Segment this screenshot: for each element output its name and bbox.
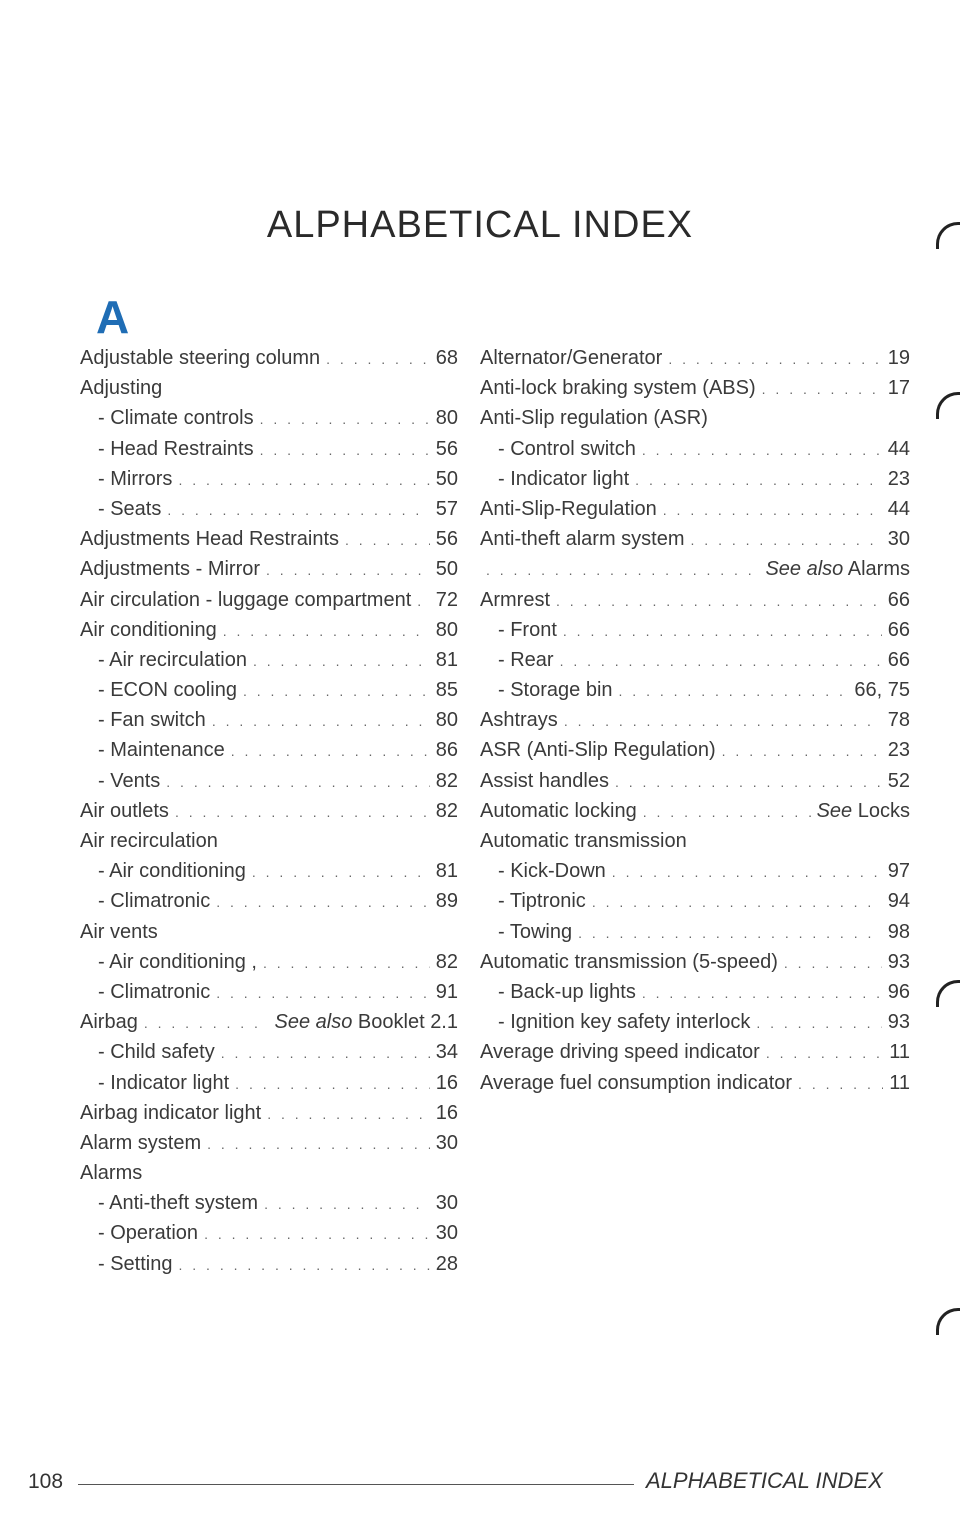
dot-leader <box>615 767 882 797</box>
index-entry-label: - Storage bin <box>498 679 613 702</box>
page-reference: 81 <box>435 860 458 883</box>
page-reference: 56 <box>435 528 458 551</box>
index-entry-page <box>436 1128 458 1158</box>
index-entry-label: - Air conditioning <box>98 860 246 883</box>
index-entry-label: - Indicator light <box>498 467 630 490</box>
page-reference: 66 <box>887 648 910 671</box>
index-entry <box>480 494 910 524</box>
page-reference: 19 <box>887 347 910 369</box>
index-entry <box>480 645 910 675</box>
index-entry <box>80 886 458 916</box>
page-reference: 23 <box>887 739 910 762</box>
index-entry <box>80 917 458 947</box>
dot-leader <box>663 495 882 525</box>
index-entry-label: Alarms <box>80 1162 143 1185</box>
page-reference: 86 <box>435 739 458 762</box>
index-entry-label: - ECON cooling <box>98 679 237 702</box>
dot-leader <box>798 1069 883 1099</box>
index-entry <box>480 434 910 464</box>
page-reference: 34 <box>435 1041 458 1064</box>
page-reference: 93 <box>887 1011 910 1034</box>
index-entry <box>480 766 910 796</box>
index-entry <box>480 524 910 554</box>
index-entry <box>80 645 458 675</box>
binder-tab-mark <box>930 980 960 1020</box>
page-reference: 57 <box>435 497 458 520</box>
index-entry-page <box>888 917 910 947</box>
index-entry-label: - Mirrors <box>98 467 173 490</box>
index-entry-label: Ashtrays <box>480 709 558 732</box>
index-entry <box>80 1128 458 1158</box>
index-entry <box>480 977 910 1007</box>
page-reference: 66, 75 <box>854 679 910 702</box>
page-number: 108 <box>28 1470 64 1493</box>
index-entry <box>480 373 910 403</box>
index-entry-page <box>436 1188 458 1218</box>
dot-leader <box>260 404 430 434</box>
see-reference: See also <box>765 558 844 581</box>
page-reference: 30 <box>435 1131 458 1154</box>
index-entry-label: - Tiptronic <box>498 890 586 913</box>
index-entry <box>480 947 910 977</box>
page-reference: 80 <box>435 407 458 430</box>
index-entry <box>480 826 910 856</box>
index-entry <box>80 1188 458 1218</box>
binder-tab-mark <box>930 392 960 432</box>
dot-leader <box>167 495 429 525</box>
dot-leader <box>263 948 430 978</box>
index-entry-page <box>436 434 458 464</box>
index-entry-label: - Climate controls <box>98 407 254 430</box>
page-reference: 85 <box>435 679 458 702</box>
index-entry-page <box>436 1249 458 1279</box>
dot-leader <box>642 978 882 1008</box>
page-reference: 11 <box>889 1071 910 1094</box>
dot-leader <box>178 465 429 495</box>
index-entry-label: Average fuel consumption indicator <box>480 1071 793 1094</box>
dot-leader <box>204 1219 430 1249</box>
index-entry-label: - Kick-Down <box>498 860 606 883</box>
dot-leader <box>253 646 430 676</box>
dot-leader <box>260 435 430 465</box>
index-entry <box>80 766 458 796</box>
page-reference: 28 <box>435 1252 458 1275</box>
index-entry <box>80 796 458 826</box>
dot-leader <box>243 676 430 706</box>
index-entry <box>480 917 910 947</box>
dot-leader <box>231 736 430 766</box>
index-entry-page <box>436 464 458 494</box>
index-entry <box>80 464 458 494</box>
index-entry-label: Automatic locking <box>480 799 637 822</box>
page-reference: 78 <box>887 709 910 732</box>
index-entry-label: Anti-Slip regulation (ASR) <box>480 407 708 430</box>
index-entry-label: Air conditioning <box>80 618 217 641</box>
page-reference: 98 <box>887 920 910 943</box>
index-entry <box>80 735 458 765</box>
index-entry-page <box>436 1218 458 1248</box>
page-reference: 50 <box>435 558 458 581</box>
index-entry-label: Anti-theft alarm system <box>480 528 685 551</box>
index-entry-page <box>436 554 458 584</box>
see-reference: See also <box>274 1011 353 1034</box>
page-reference: 11 <box>889 1041 910 1064</box>
dot-leader <box>643 797 811 827</box>
dot-leader <box>722 736 882 766</box>
index-entry-page <box>436 645 458 675</box>
dot-leader <box>564 706 882 736</box>
page-reference: 52 <box>887 769 910 792</box>
page-reference: Locks <box>857 799 910 822</box>
index-entry-page <box>888 947 910 977</box>
index-entry-page <box>888 494 910 524</box>
dot-leader <box>592 887 882 917</box>
index-entry-page <box>436 796 458 826</box>
index-entry-page <box>436 766 458 796</box>
index-entry-page <box>436 615 458 645</box>
page-reference: 96 <box>887 980 910 1003</box>
index-entry-page <box>436 1098 458 1128</box>
dot-leader <box>166 767 429 797</box>
index-entry <box>80 615 458 645</box>
dot-leader <box>668 344 881 374</box>
index-entry-label: - Child safety <box>98 1041 215 1064</box>
index-entry <box>480 464 910 494</box>
index-entry-label: Alarm system <box>80 1131 202 1154</box>
dot-leader <box>178 1250 429 1280</box>
index-entry <box>80 494 458 524</box>
index-entry-label: - Setting <box>98 1252 173 1275</box>
dot-leader <box>264 1189 430 1219</box>
page-reference: 80 <box>435 709 458 732</box>
index-entry-label: - Climatronic <box>98 980 211 1003</box>
index-entry-label: - Towing <box>498 920 573 943</box>
index-entry <box>480 886 910 916</box>
index-entry-label: Air recirculation <box>80 830 218 852</box>
index-entry <box>480 343 910 373</box>
index-entry-label: - Vents <box>98 769 161 792</box>
index-entry-page <box>888 434 910 464</box>
page-reference: 66 <box>887 588 910 611</box>
dot-leader <box>563 616 882 646</box>
index-entry-page <box>436 947 458 977</box>
page-reference: 94 <box>887 890 910 913</box>
page-reference: 17 <box>887 377 910 400</box>
index-entry-page <box>436 856 458 886</box>
index-entry-page <box>888 705 910 735</box>
index-entry <box>480 615 910 645</box>
page-reference: 82 <box>435 950 458 973</box>
index-entry <box>80 403 458 433</box>
page-reference: 44 <box>887 437 910 460</box>
index-entry-label: Armrest <box>480 588 550 611</box>
dot-leader <box>345 525 430 555</box>
page-reference: 81 <box>435 648 458 671</box>
index-entry-label: - Back-up lights <box>498 980 636 1003</box>
index-entry-label: - Front <box>498 618 557 641</box>
dot-leader <box>221 1038 430 1068</box>
index-entry <box>480 705 910 735</box>
page-reference: 66 <box>887 618 910 641</box>
index-entry <box>480 1068 910 1098</box>
page-reference: Alarms <box>847 558 910 581</box>
dot-leader <box>216 978 430 1008</box>
index-entry-page <box>817 796 910 826</box>
index-entry-label: - Rear <box>498 648 554 671</box>
dot-leader <box>252 857 430 887</box>
dot-leader <box>267 1099 430 1129</box>
index-entry-label: - Operation <box>98 1222 199 1245</box>
index-entry-page <box>436 403 458 433</box>
index-entry-page <box>436 977 458 1007</box>
index-entry-label: Adjustments Head Restraints <box>80 528 340 551</box>
index-entry <box>480 856 910 886</box>
index-entry-label: Automatic transmission <box>480 830 687 852</box>
index-entry <box>80 434 458 464</box>
page-reference: 91 <box>435 980 458 1003</box>
index-entry-label: Adjustable steering column <box>80 347 321 369</box>
index-entry-page <box>436 524 458 554</box>
index-entry <box>80 373 458 403</box>
index-entry-label: Adjustments - Mirror <box>80 558 261 581</box>
index-entry-label: Anti-lock braking system (ABS) <box>480 377 756 400</box>
index-entry <box>80 856 458 886</box>
index-entry-page <box>888 645 910 675</box>
index-entry-page <box>888 977 910 1007</box>
page-reference: 56 <box>435 437 458 460</box>
index-entry-label: Anti-Slip-Regulation <box>480 497 657 520</box>
index-entry-label: Alternator/Generator <box>480 347 663 369</box>
index-entry <box>80 675 458 705</box>
index-entry-label: ASR (Anti-Slip Regulation) <box>480 739 716 762</box>
page-reference: 30 <box>435 1192 458 1215</box>
index-entry-label: - Anti-theft system <box>98 1192 259 1215</box>
index-entry <box>480 554 910 584</box>
index-entry-label: Airbag <box>80 1011 138 1034</box>
page-reference: 82 <box>435 769 458 792</box>
page-reference: 16 <box>435 1071 458 1094</box>
binder-tab-mark <box>930 1308 960 1348</box>
index-entry <box>480 585 910 615</box>
index-entry <box>80 1098 458 1128</box>
index-entry <box>480 403 910 433</box>
dot-leader <box>619 676 849 706</box>
dot-leader <box>612 857 882 887</box>
index-entry <box>480 796 910 826</box>
dot-leader <box>235 1069 430 1099</box>
index-entry-page <box>436 675 458 705</box>
index-entry-label: Air outlets <box>80 799 169 822</box>
index-entry <box>80 947 458 977</box>
index-entry-page <box>889 1068 910 1098</box>
dot-leader <box>486 555 759 585</box>
page-reference: 30 <box>435 1222 458 1245</box>
dot-leader <box>326 344 430 374</box>
index-entry <box>480 735 910 765</box>
index-entry-label: - Control switch <box>498 437 636 460</box>
index-entry <box>80 1007 458 1037</box>
page-reference: 30 <box>887 528 910 551</box>
index-entry <box>480 1037 910 1067</box>
dot-leader <box>207 1129 430 1159</box>
dot-leader <box>642 435 882 465</box>
index-entry <box>80 524 458 554</box>
index-entry-page <box>888 735 910 765</box>
index-entry <box>80 826 458 856</box>
index-entry-page <box>436 343 458 373</box>
index-entry-page <box>436 1068 458 1098</box>
page-reference: 82 <box>435 799 458 822</box>
page-reference: 97 <box>887 860 910 883</box>
index-entry-page <box>888 585 910 615</box>
page-reference: 89 <box>435 890 458 913</box>
dot-leader <box>216 887 430 917</box>
index-entry-page <box>436 494 458 524</box>
dot-leader <box>691 525 882 555</box>
page-reference: 68 <box>435 347 458 369</box>
index-entry-label: - Indicator light <box>98 1071 230 1094</box>
page-reference: Booklet 2.1 <box>357 1011 458 1034</box>
page-reference: 16 <box>435 1101 458 1124</box>
index-entry <box>80 977 458 1007</box>
index-entry-page <box>888 615 910 645</box>
dot-leader <box>417 586 429 616</box>
binder-tab-mark <box>930 222 960 262</box>
index-entry-label: - Ignition key safety interlock <box>498 1011 751 1034</box>
index-entry-page <box>888 373 910 403</box>
index-entry-page <box>436 1037 458 1067</box>
dot-leader <box>635 465 882 495</box>
index-entry <box>80 1068 458 1098</box>
dot-leader <box>556 586 882 616</box>
index-entry-label: - Maintenance <box>98 739 225 762</box>
index-entry-page <box>888 343 910 373</box>
index-entry <box>80 343 458 373</box>
index-entry-label: Adjusting <box>80 377 163 400</box>
index-entry-label: Airbag indicator light <box>80 1101 262 1124</box>
index-entry-page <box>436 585 458 615</box>
index-entry <box>80 705 458 735</box>
index-entry-page <box>889 1037 910 1067</box>
index-entry-label: - Climatronic <box>98 890 211 913</box>
index-entry-page <box>275 1007 458 1037</box>
index-entry <box>80 554 458 584</box>
index-entry-label: Assist handles <box>480 769 609 792</box>
dot-leader <box>756 1008 881 1038</box>
index-entry-label: Air circulation - luggage compartment <box>80 588 412 611</box>
index-entry-label: - Air recirculation <box>98 648 247 671</box>
dot-leader <box>223 616 430 646</box>
index-entry-page <box>854 675 910 705</box>
index-column-left <box>80 343 458 1279</box>
dot-leader <box>144 1008 269 1038</box>
index-entry-page <box>888 1007 910 1037</box>
dot-leader <box>762 374 882 404</box>
footer-rule <box>78 1484 634 1485</box>
page-reference: 23 <box>887 467 910 490</box>
index-entry <box>480 1007 910 1037</box>
index-column-right <box>480 343 910 1098</box>
running-title: ALPHABETICAL INDEX <box>646 1468 883 1493</box>
index-entry-page <box>888 766 910 796</box>
index-entry <box>80 1158 458 1188</box>
page-reference: 93 <box>887 950 910 973</box>
index-entry-label: - Fan switch <box>98 709 206 732</box>
index-entry-page <box>888 524 910 554</box>
page-title: ALPHABETICAL INDEX <box>266 204 694 246</box>
index-entry-label: - Seats <box>98 497 162 520</box>
index-entry <box>480 675 910 705</box>
index-entry-page <box>436 735 458 765</box>
dot-leader <box>578 918 882 948</box>
dot-leader <box>784 948 882 978</box>
dot-leader <box>766 1038 883 1068</box>
dot-leader <box>212 706 430 736</box>
index-entry-page <box>888 856 910 886</box>
see-reference: See <box>816 799 853 822</box>
page-reference: 80 <box>435 618 458 641</box>
page-reference: 44 <box>887 497 910 520</box>
index-entry-page <box>765 554 910 584</box>
page-reference: 50 <box>435 467 458 490</box>
index-entry-label: Automatic transmission (5-speed) <box>480 950 778 973</box>
index-entry-label: Average driving speed indicator <box>480 1041 760 1064</box>
index-entry-page <box>436 886 458 916</box>
index-entry-page <box>888 464 910 494</box>
dot-leader <box>175 797 430 827</box>
index-entry-label: - Head Restraints <box>98 437 254 460</box>
index-entry <box>80 585 458 615</box>
index-entry <box>80 1249 458 1279</box>
index-entry <box>80 1037 458 1067</box>
index-entry-label: - Air conditioning , <box>98 950 257 973</box>
index-entry-page <box>888 886 910 916</box>
index-entry-label: Air vents <box>80 920 158 943</box>
index-entry <box>80 1218 458 1248</box>
dot-leader <box>560 646 882 676</box>
section-letter: A <box>96 291 130 343</box>
page-reference: 72 <box>435 588 458 611</box>
dot-leader <box>266 555 430 585</box>
index-entry-page <box>436 705 458 735</box>
